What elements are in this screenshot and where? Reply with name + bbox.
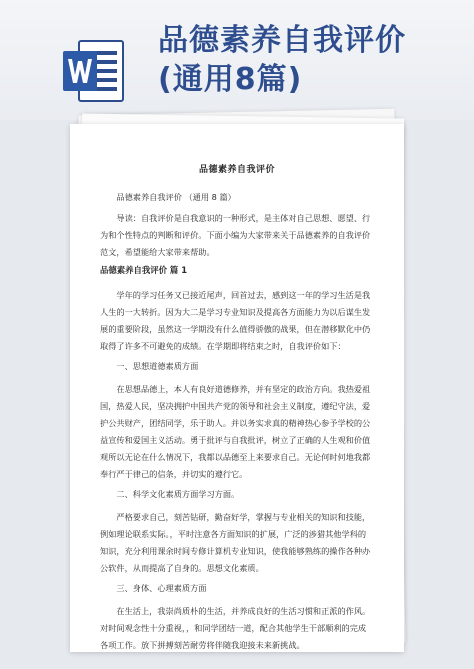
intro-paragraph: 导读：自我评价是自我意识的一种形式，是主体对自己思想、愿望、行为和个性特点的判断和评价。下面小编为大家带来关于品德素养的自我评价范文，希望能给大家带来帮助。 bbox=[100, 213, 371, 257]
section-heading-3: 三、身体、心理素质方面 bbox=[116, 583, 207, 593]
paragraph-3: 严格要求自己，刻苦钻研，勤奋好学，掌握与专业相关的知识和技能，例如理论联系实际。，平时注意各方面知识的扩展，广泛的涉猎其他学科的知识，充分利用课余时间专修计算机专业知识，使我能够熟练的操作各种办公软件，从而提高了自身的。思想文化素质。 bbox=[100, 512, 371, 573]
paragraph-2: 在思想品德上，本人有良好道德修养，并有坚定的政治方向。我热爱祖国，热爱人民，坚决拥护中国共产党的领导和社会主义制度，遵纪守法，爱护公共财产，团结同学，乐于助人。并以务实求真的精神热心参予学校的公益宣传和爱国主义活动。勇于批评与自我批评，树立了正确的人生观和价值观所以无论在什么情况下，我都以品德至上来要求自己。无论何时何地我都奉行严于律己的信条，并切实的遵行它。 bbox=[100, 384, 371, 479]
banner-title: 品德素养自我评价 bbox=[158, 23, 406, 58]
section-heading-1: 一、思想道德素质方面 bbox=[116, 361, 199, 371]
document-title: 品德素养自我评价 bbox=[198, 165, 275, 175]
paragraph-1: 学年的学习任务又已接近尾声，回首过去，感到这一年的学习生活是我人生的一大转折。因为大二是学习专业知识及提高各方面能力为以后谋生发展的重要阶段，虽然这一学期没有什么值得骄傲的战果，但在潜移默化中仍取得了许多不可避免的成绩。在学期即将结束之时，自我评价如下： bbox=[100, 290, 371, 351]
word-document-icon bbox=[63, 37, 125, 105]
paragraph-4: 在生活上，我崇尚质朴的生活，并养成良好的生活习惯和正派的作风。对时间观念性十分重视，，和同学团结一道，配合其他学生干部顺利的完成各项工作。放下拼搏刻苦耐劳将伴随我迎接未来新挑战。 bbox=[100, 606, 371, 650]
section-heading-2: 二、科学文化素质方面学习方面。 bbox=[116, 489, 240, 499]
document-subtitle: 品德素养自我评价 （通用 8 篇） bbox=[116, 192, 236, 202]
banner-subtitle: (通用8篇) bbox=[158, 62, 303, 97]
document-page bbox=[70, 124, 404, 652]
part-heading: 品德素养自我评价 篇 1 bbox=[100, 265, 188, 275]
banner bbox=[0, 0, 474, 120]
